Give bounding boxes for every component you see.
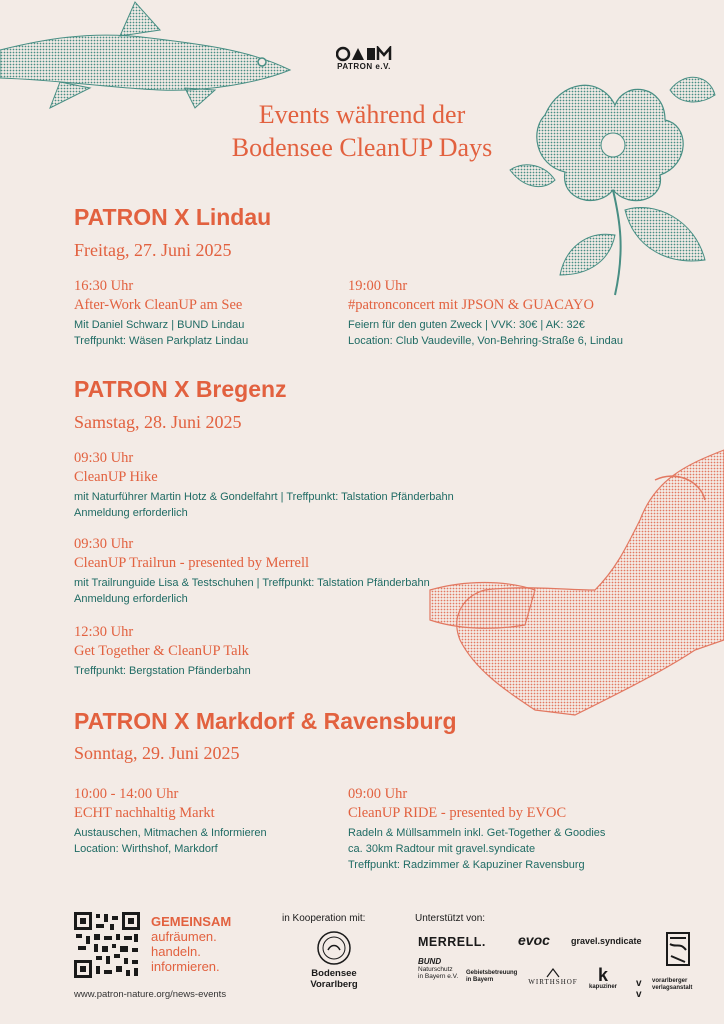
event-time: 09:30 Uhr [74, 536, 134, 552]
flower-illustration-icon [505, 60, 724, 300]
title-line-2: Bodensee CleanUP Days [231, 133, 493, 162]
event-info-line: Treffpunkt: Radzimmer & Kapuziner Ravensburg [348, 859, 585, 871]
event-info-line: Location: Wirthshof, Markdorf [74, 843, 218, 855]
page-title [160, 98, 564, 164]
vva-line: verlagsanstalt [652, 985, 693, 991]
event-item [348, 278, 678, 349]
coop-name-line: Vorarlberg [310, 979, 358, 990]
bund-sub: Naturschutz [418, 965, 453, 973]
section-heading-bregenz: PATRON X Bregenz [74, 376, 287, 402]
event-title: CleanUP Hike [74, 469, 158, 485]
kapuziner-text: kapuziner [589, 984, 618, 990]
slogan-line: handeln. [151, 944, 201, 959]
evoc-logo: evoc [518, 932, 550, 948]
fish-illustration-icon [0, 0, 300, 110]
event-title: CleanUP RIDE - presented by EVOC [348, 805, 567, 821]
event-item [74, 624, 474, 679]
slogan-bold: GEMEINSAM [151, 914, 232, 929]
slogan-line: aufräumen. [151, 929, 217, 944]
kapuziner-logo [589, 966, 617, 990]
merrell-logo: MERRELL. [418, 935, 486, 949]
bund-sub: in Bayern e.V. [418, 973, 459, 980]
event-title: Get Together & CleanUP Talk [74, 643, 249, 659]
event-time: 09:00 Uhr [348, 786, 408, 802]
patron-logo-icon [336, 46, 392, 62]
event-item [348, 786, 668, 873]
coop-label: in Kooperation mit: [282, 913, 366, 924]
event-info-line: Mit Daniel Schwarz | BUND Lindau [74, 319, 245, 331]
event-item [74, 536, 634, 607]
event-info-line: Location: Club Vaudeville, Von-Behring-Straße 6, Lindau [348, 335, 623, 347]
event-info-line: Radeln & Müllsammeln inkl. Get-Together & Goodies [348, 827, 606, 839]
section-date-markdorf: Sonntag, 29. Juni 2025 [74, 743, 240, 763]
website-link[interactable]: www.patron-nature.org/news-events [74, 989, 227, 1000]
event-info-line: mit Naturführer Martin Hotz & Gondelfahrt | Treffpunkt: Talstation Pfänderbahn [74, 491, 454, 503]
gebiet-line: in Bayern [466, 977, 494, 983]
section-date-lindau: Freitag, 27. Juni 2025 [74, 240, 232, 260]
gebietsbetreuung-logo [466, 970, 517, 984]
event-time: 10:00 - 14:00 Uhr [74, 786, 179, 802]
qr-code-icon[interactable] [74, 912, 140, 978]
event-time: 19:00 Uhr [348, 278, 408, 294]
bund-logo [418, 958, 458, 981]
event-title: #patronconcert mit JPSON & GUACAYO [348, 297, 594, 313]
event-item [74, 786, 344, 857]
slogan [151, 914, 231, 974]
wirthshof-icon [546, 968, 560, 978]
vva-logo-icon [666, 932, 690, 966]
bodensee-badge-icon [316, 930, 352, 966]
bodensee-vorarlberg-logo [302, 930, 366, 990]
slogan-line: informieren. [151, 959, 220, 974]
event-item [74, 450, 634, 521]
section-heading-markdorf: PATRON X Markdorf & Ravensburg [74, 708, 457, 734]
section-date-bregenz: Samstag, 28. Juni 2025 [74, 412, 242, 432]
wirthshof-logo [528, 968, 578, 986]
event-title: ECHT nachhaltig Markt [74, 805, 215, 821]
event-info-line: Anmeldung erforderlich [74, 507, 188, 519]
event-info-line: Austauschen, Mitmachen & Informieren [74, 827, 267, 839]
vva-v-icon: v v [636, 978, 642, 1000]
event-info-line: Anmeldung erforderlich [74, 593, 188, 605]
event-info-line: Treffpunkt: Wäsen Parkplatz Lindau [74, 335, 249, 347]
vorarlberger-verlagsanstalt-logo [652, 978, 692, 992]
title-line-1: Events während der [258, 100, 466, 129]
event-time: 09:30 Uhr [74, 450, 134, 466]
gebiet-line: Gebietsbetreuung [466, 970, 518, 976]
logo-text: PATRON e.V. [337, 62, 391, 71]
event-time: 12:30 Uhr [74, 624, 134, 640]
event-title: After-Work CleanUP am See [74, 297, 243, 313]
event-item [74, 278, 344, 349]
gravel-syndicate-logo: gravel.syndicate [571, 936, 642, 946]
wirthshof-text: WIRTHSHOF [528, 978, 578, 986]
kapuziner-k-icon: k [598, 965, 609, 985]
event-info-line: Treffpunkt: Bergstation Pfänderbahn [74, 665, 251, 677]
coop-name-line: Bodensee [311, 968, 357, 979]
patron-logo [334, 46, 394, 80]
vva-line: vorarlberger [652, 978, 688, 984]
support-label: Unterstützt von: [415, 913, 486, 924]
event-info-line: Feiern für den guten Zweck | VVK: 30€ | AK: 32€ [348, 319, 585, 331]
bund-name: BUND [418, 957, 442, 966]
event-time: 16:30 Uhr [74, 278, 134, 294]
section-heading-lindau: PATRON X Lindau [74, 204, 272, 230]
event-title: CleanUP Trailrun - presented by Merrell [74, 555, 310, 571]
event-info-line: mit Trailrunguide Lisa & Testschuhen | Treffpunkt: Talstation Pfänderbahn [74, 577, 430, 589]
event-info-line: ca. 30km Radtour mit gravel.syndicate [348, 843, 536, 855]
